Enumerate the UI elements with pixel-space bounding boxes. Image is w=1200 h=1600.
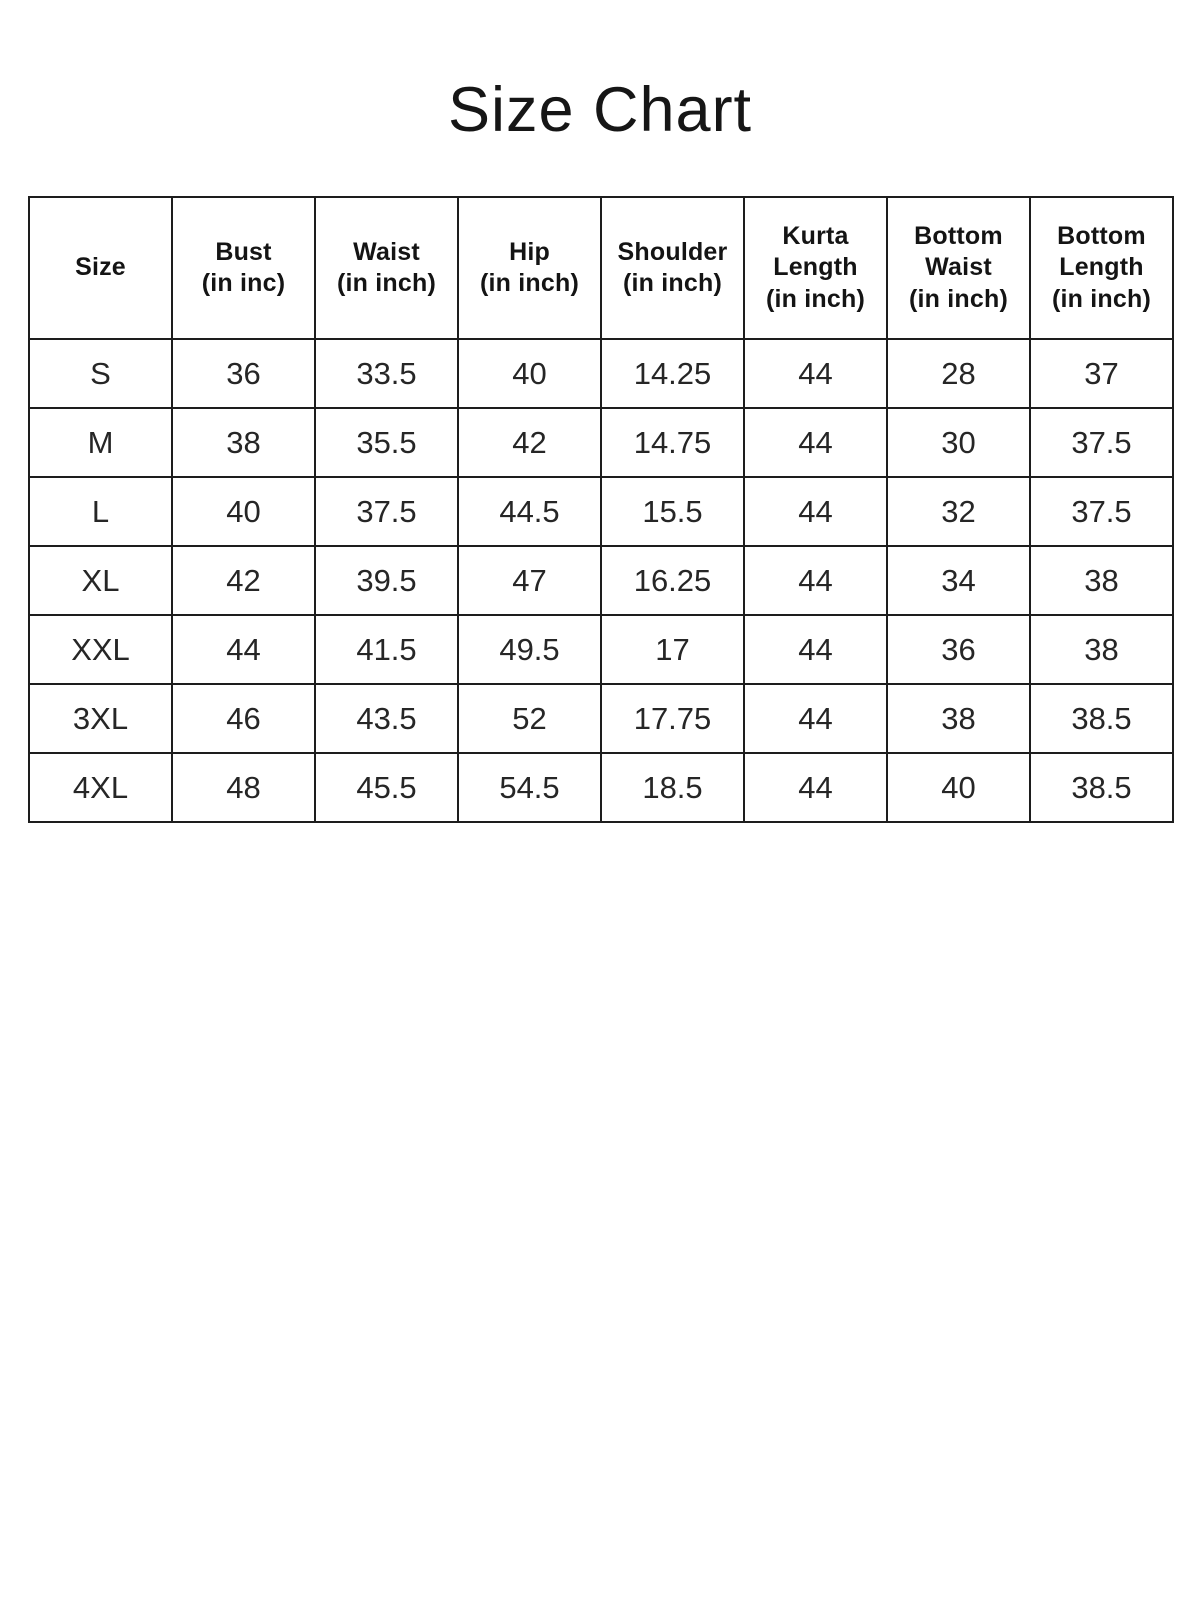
- measurement-cell: 41.5: [315, 615, 458, 684]
- table-row: [29, 408, 1173, 477]
- column-header: [744, 197, 887, 339]
- measurement-cell: 38: [887, 684, 1030, 753]
- measurement-cell: 37: [1030, 339, 1173, 408]
- size-cell: L: [29, 477, 172, 546]
- column-header-line: Kurta: [782, 221, 849, 250]
- measurement-cell: 37.5: [315, 477, 458, 546]
- column-header-line: (in inch): [622, 269, 722, 297]
- column-header-line: Bottom: [914, 221, 1003, 250]
- measurement-cell: 48: [172, 753, 315, 822]
- column-header-line: Bust: [215, 237, 272, 266]
- size-cell: XL: [29, 546, 172, 615]
- column-header-line: (in inch): [765, 284, 865, 313]
- measurement-cell: 14.25: [601, 339, 744, 408]
- measurement-cell: 47: [458, 546, 601, 615]
- table-row: [29, 684, 1173, 753]
- column-header-line: (in inch): [336, 269, 436, 297]
- measurement-cell: 49.5: [458, 615, 601, 684]
- measurement-cell: 36: [887, 615, 1030, 684]
- size-cell: M: [29, 408, 172, 477]
- size-cell: 4XL: [29, 753, 172, 822]
- measurement-cell: 40: [887, 753, 1030, 822]
- measurement-cell: 14.75: [601, 408, 744, 477]
- column-header-line: Shoulder: [617, 237, 728, 266]
- column-header: [1030, 197, 1173, 339]
- column-header-line: Waist: [925, 253, 992, 282]
- page-title: Size Chart: [447, 75, 753, 145]
- measurement-cell: 44: [744, 477, 887, 546]
- column-header-line: (in inch): [908, 284, 1008, 313]
- table-body: [29, 339, 1173, 822]
- table-header: [29, 197, 1173, 339]
- measurement-cell: 54.5: [458, 753, 601, 822]
- measurement-cell: 44: [744, 684, 887, 753]
- column-header-line: (in inch): [479, 269, 579, 297]
- column-header-line: Length: [773, 253, 858, 282]
- column-header-line: Hip: [509, 237, 550, 266]
- measurement-cell: 38.5: [1030, 684, 1173, 753]
- column-header: [887, 197, 1030, 339]
- column-header: [172, 197, 315, 339]
- measurement-cell: 32: [887, 477, 1030, 546]
- table-row: [29, 546, 1173, 615]
- measurement-cell: 17: [601, 615, 744, 684]
- column-header: [315, 197, 458, 339]
- measurement-cell: 46: [172, 684, 315, 753]
- measurement-cell: 40: [172, 477, 315, 546]
- measurement-cell: 35.5: [315, 408, 458, 477]
- measurement-cell: 30: [887, 408, 1030, 477]
- size-cell: S: [29, 339, 172, 408]
- measurement-cell: 43.5: [315, 684, 458, 753]
- size-chart-table: [28, 196, 1174, 823]
- column-header-line: (in inc): [201, 269, 286, 297]
- measurement-cell: 45.5: [315, 753, 458, 822]
- measurement-cell: 42: [458, 408, 601, 477]
- table-row: [29, 753, 1173, 822]
- measurement-cell: 34: [887, 546, 1030, 615]
- column-header-line: Waist: [353, 237, 420, 266]
- measurement-cell: 40: [458, 339, 601, 408]
- measurement-cell: 42: [172, 546, 315, 615]
- measurement-cell: 44.5: [458, 477, 601, 546]
- size-cell: XXL: [29, 615, 172, 684]
- measurement-cell: 37.5: [1030, 477, 1173, 546]
- column-header-line: Size: [75, 253, 126, 282]
- size-cell: 3XL: [29, 684, 172, 753]
- measurement-cell: 44: [744, 753, 887, 822]
- measurement-cell: 36: [172, 339, 315, 408]
- table-row: [29, 339, 1173, 408]
- measurement-cell: 44: [744, 408, 887, 477]
- measurement-cell: 52: [458, 684, 601, 753]
- measurement-cell: 44: [744, 546, 887, 615]
- table-row: [29, 615, 1173, 684]
- measurement-cell: 37.5: [1030, 408, 1173, 477]
- measurement-cell: 17.75: [601, 684, 744, 753]
- measurement-cell: 44: [744, 615, 887, 684]
- measurement-cell: 15.5: [601, 477, 744, 546]
- measurement-cell: 38: [172, 408, 315, 477]
- column-header: [458, 197, 601, 339]
- table-header-row: [29, 197, 1173, 339]
- table-row: [29, 477, 1173, 546]
- measurement-cell: 18.5: [601, 753, 744, 822]
- measurement-cell: 38: [1030, 546, 1173, 615]
- column-header: [601, 197, 744, 339]
- measurement-cell: 44: [744, 339, 887, 408]
- measurement-cell: 33.5: [315, 339, 458, 408]
- column-header-line: Length: [1059, 253, 1144, 282]
- measurement-cell: 38: [1030, 615, 1173, 684]
- measurement-cell: 38.5: [1030, 753, 1173, 822]
- column-header: [29, 197, 172, 339]
- measurement-cell: 16.25: [601, 546, 744, 615]
- column-header-line: (in inch): [1051, 284, 1151, 313]
- measurement-cell: 44: [172, 615, 315, 684]
- measurement-cell: 39.5: [315, 546, 458, 615]
- column-header-line: Bottom: [1057, 221, 1146, 250]
- measurement-cell: 28: [887, 339, 1030, 408]
